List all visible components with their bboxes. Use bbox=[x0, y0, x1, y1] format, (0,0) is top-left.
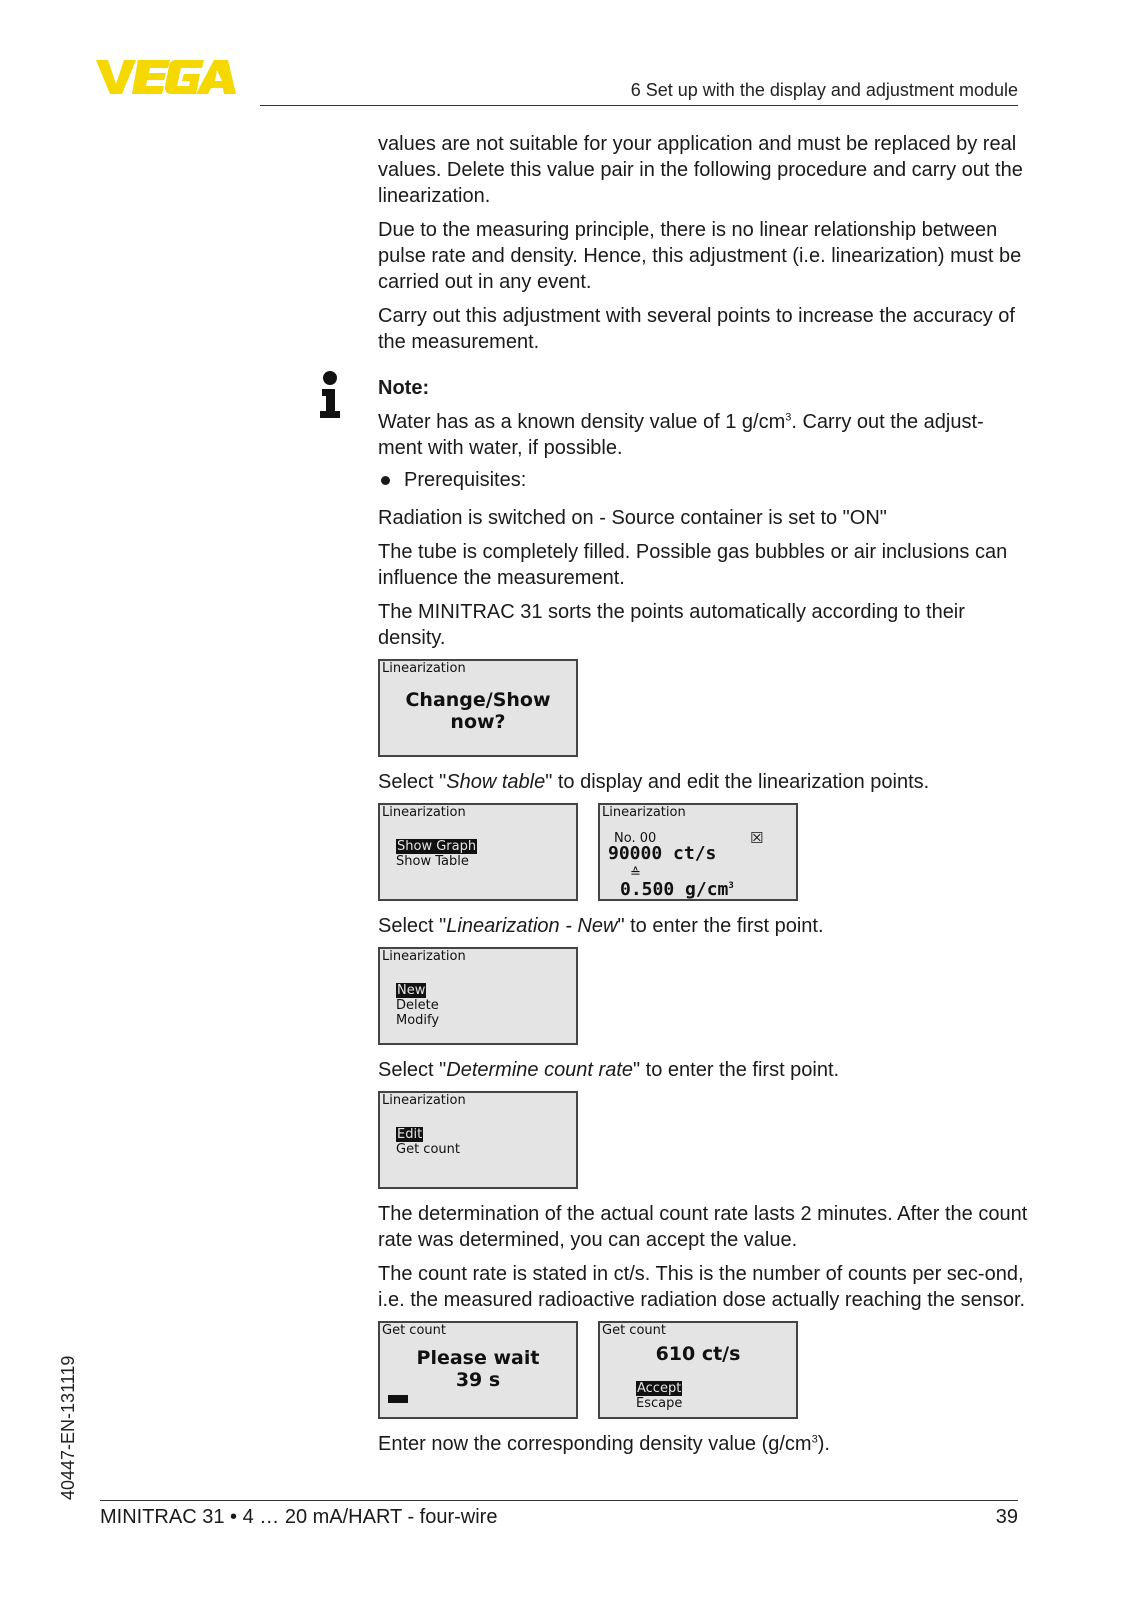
screen-row bbox=[378, 947, 1028, 1045]
note-label: Note: bbox=[378, 377, 430, 399]
screen-row bbox=[378, 659, 1028, 757]
instruction bbox=[378, 913, 1028, 939]
display-screen bbox=[378, 803, 578, 901]
superscript: 3 bbox=[728, 881, 734, 891]
text-part: Select " bbox=[378, 915, 447, 937]
menu-item-selected: Show Graph bbox=[397, 839, 477, 854]
document-code: 40447-EN-131119 bbox=[58, 1355, 78, 1500]
footer-product: MINITRAC 31 • 4 … 20 mA/HART - four-wire bbox=[100, 1506, 498, 1528]
note-text-part: Water has as a known density value of 1 g/cm bbox=[378, 411, 786, 433]
text-part: Select " bbox=[378, 771, 447, 793]
footer-divider bbox=[100, 1500, 1018, 1501]
display-screen bbox=[378, 947, 578, 1045]
vega-logo bbox=[96, 58, 244, 101]
header-divider bbox=[260, 105, 1018, 106]
screen-line: now? bbox=[450, 711, 506, 733]
screen-row bbox=[378, 1321, 1028, 1419]
display-screen bbox=[378, 1091, 578, 1189]
screen-row bbox=[378, 1091, 1028, 1189]
paragraph: values are not suitable for your application and must be replaced by real values. Delete this value pair in the following procedure and carry out the linearization. bbox=[378, 133, 1023, 207]
screen-line: 39 s bbox=[455, 1369, 501, 1391]
menu-item: Delete bbox=[396, 998, 439, 1013]
page-number: 39 bbox=[995, 1506, 1018, 1528]
bullet-text: Prerequisites: bbox=[404, 469, 527, 491]
text-part: " to enter the first point. bbox=[617, 915, 824, 937]
paragraph bbox=[378, 1431, 1028, 1457]
density-value bbox=[620, 877, 734, 903]
note-text bbox=[378, 409, 1028, 461]
paragraph: Radiation is switched on - Source container is set to "ON" bbox=[378, 507, 887, 529]
screen-caption: Linearization bbox=[382, 1093, 466, 1108]
text-part: Select " bbox=[378, 1059, 447, 1081]
text-part: Enter now the corresponding density value (g/cm bbox=[378, 1433, 812, 1455]
emphasis: Determine count rate bbox=[446, 1059, 634, 1081]
superscript: 3 bbox=[785, 411, 792, 424]
screen-caption: Linearization bbox=[602, 805, 686, 820]
screen-caption: Get count bbox=[602, 1323, 666, 1338]
paragraph: Carry out this adjustment with several points to increase the accuracy of the measurement. bbox=[378, 305, 1015, 353]
screen-menu bbox=[396, 839, 477, 869]
menu-item: Escape bbox=[636, 1396, 683, 1411]
count-value: 90000 ct/s bbox=[608, 843, 717, 864]
menu-item-selected: New bbox=[397, 983, 426, 998]
menu-item: Get count bbox=[396, 1142, 460, 1157]
screen-menu bbox=[396, 983, 439, 1028]
text-part: " to enter the first point. bbox=[633, 1059, 840, 1081]
paragraph: Due to the measuring principle, there is no linear relationship between pulse rate and density. Hence, this adjustment (i.e. linearization) must be carried out in any event. bbox=[378, 219, 1022, 293]
display-screen bbox=[378, 1321, 578, 1419]
density-text: 0.500 g/cm bbox=[620, 879, 729, 900]
emphasis: Show table bbox=[446, 771, 546, 793]
info-icon bbox=[318, 370, 342, 425]
superscript: 3 bbox=[811, 1433, 818, 1446]
screen-caption: Linearization bbox=[382, 949, 466, 964]
text-part: ). bbox=[817, 1433, 830, 1455]
screen-caption: Get count bbox=[382, 1323, 446, 1338]
progress-block bbox=[388, 1395, 408, 1403]
paragraph: The tube is completely filled. Possible gas bubbles or air inclusions can influence the measurement. bbox=[378, 541, 1008, 589]
paragraph: The count rate is stated in ct/s. This is the number of counts per sec-ond, i.e. the measured radioactive radiation dose actually reaching the sensor. bbox=[378, 1263, 1026, 1311]
display-screen bbox=[598, 1321, 798, 1419]
bullet-dot bbox=[381, 476, 390, 485]
menu-item: Show Table bbox=[396, 854, 469, 869]
paragraph: The MINITRAC 31 sorts the points automatically according to their density. bbox=[378, 601, 965, 649]
screen-menu bbox=[396, 1127, 460, 1157]
screen-caption: Linearization bbox=[382, 805, 466, 820]
menu-item-selected: Accept bbox=[637, 1381, 682, 1396]
bullet-item bbox=[378, 467, 1028, 493]
emphasis: Linearization - New bbox=[446, 915, 618, 937]
screen-line: Change/Show bbox=[405, 689, 551, 711]
section-title: 6 Set up with the display and adjustment module bbox=[630, 80, 1018, 100]
text-part: " to display and edit the linearization points. bbox=[545, 771, 930, 793]
point-number: No. 00 bbox=[614, 831, 657, 846]
menu-item-selected: Edit bbox=[397, 1127, 423, 1142]
screen-line: Please wait bbox=[416, 1347, 540, 1369]
count-value: 610 ct/s bbox=[655, 1343, 741, 1365]
display-screen bbox=[378, 659, 578, 757]
equivalent-symbol: ≙ bbox=[630, 866, 641, 881]
screen-row bbox=[378, 803, 1028, 901]
display-screen bbox=[598, 803, 798, 901]
note-text-part: . Carry out the adjust-ment with water, if possible. bbox=[378, 411, 984, 459]
vega-logo-mark bbox=[96, 58, 244, 96]
screen-menu bbox=[636, 1381, 682, 1411]
main-content bbox=[378, 131, 1028, 1465]
paragraph: The determination of the actual count rate lasts 2 minutes. After the count rate was determined, you can accept the value. bbox=[378, 1203, 1028, 1251]
checkbox-icon: ☒ bbox=[750, 829, 764, 847]
menu-item: Modify bbox=[396, 1013, 440, 1028]
screen-caption: Linearization bbox=[382, 661, 466, 676]
instruction bbox=[378, 1057, 1028, 1083]
instruction bbox=[378, 769, 1028, 795]
